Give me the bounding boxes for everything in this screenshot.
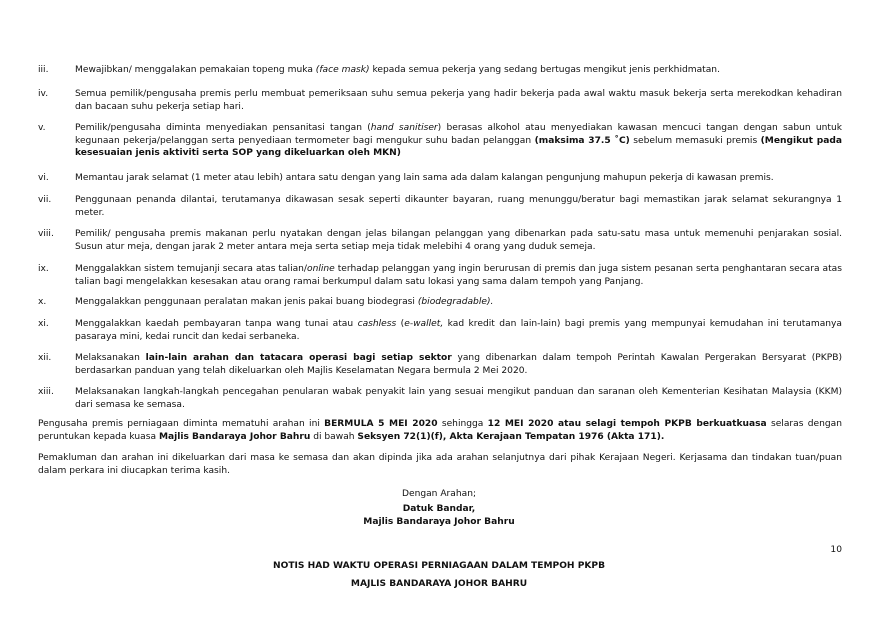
text-run: Pemilik/ pengusaha premis makanan perlu nyatakan dengan jelas bilangan pelanggan yang dibenarkan pada satu-satu masa untuk memenuhi penjarakan sosial. Susun atur meja, dengan jarak 2 meter antara meja serta setiap meja tidak melebihi 4 orang yang duduk semeja. — [75, 229, 842, 252]
item-number: vii. — [38, 195, 52, 205]
footer-title: NOTIS HAD WAKTU OPERASI PERNIAGAAN DALAM TEMPOH PKPB — [272, 561, 606, 571]
italic-text: (face mask) — [315, 65, 370, 75]
text-run: sehingga — [437, 419, 488, 429]
text-run: Pemakluman dan arahan ini dikeluarkan dari masa ke semasa dan akan dipinda jika ada arahan selanjutnya dari pihak Kerajaan Negeri. Kerjasama dan tindakan tuan/puan dalam perkara ini diucapkan terima kasih. — [38, 453, 842, 476]
text-run: ) berasas alkohol atau menyediakan kawasan mencuci tangan dengan sabun untuk kegunaan pekerja/pelanggan serta penyediaan termometer bagi mengukur suhu badan pelanggan — [75, 123, 842, 146]
item-number: x. — [38, 297, 47, 307]
item-number: v. — [38, 123, 46, 133]
text-run: kad kredit dan lain-lain) bagi premis yang mempunyai kemudahan ini terutamanya pasaraya mini, kedai runcit dan kedai serbaneka. — [75, 319, 842, 342]
list-item-v — [38, 122, 842, 160]
text-run: Pengusaha premis perniagaan diminta mematuhi arahan ini — [38, 419, 325, 429]
item-number: ix. — [38, 264, 49, 274]
text-run: Semua pemilik/pengusaha premis perlu membuat pemeriksaan suhu semua pekerja yang hadir bekerja pada awal waktu masuk bekerja serta merekodkan kehadiran dan bacaan suhu pekerja setiap hari. — [75, 89, 842, 112]
list-item-viii — [38, 228, 842, 253]
text-run: Penggunaan penanda dilantai, terutamanya dikawasan sesak seperti dikaunter bayaran, ruang menunggu/beratur bagi memastikan jarak selamat sekurangnya 1 meter. — [75, 195, 842, 218]
item-number: iv. — [38, 89, 49, 99]
list-item-xi — [38, 318, 842, 343]
list-item-vii — [38, 194, 842, 219]
text-run: yang dibenarkan dalam tempoh Perintah Kawalan Pergerakan Bersyarat (PKPB) berdasarkan panduan yang telah dikeluarkan oleh Majlis Keselamatan Negara bermula 2 Mei 2020. — [75, 353, 842, 376]
item-text — [75, 64, 842, 77]
italic-text: e-wallet, — [404, 319, 444, 329]
list-item-ix — [38, 263, 842, 288]
bold-text: Majlis Bandaraya Johor Bahru — [158, 431, 311, 442]
item-number: vi. — [38, 173, 49, 183]
italic-text: online — [307, 264, 335, 274]
closing-paragraph — [38, 452, 842, 477]
text-run: ( — [396, 319, 405, 329]
item-text — [75, 352, 842, 377]
list-item-iii — [38, 64, 842, 77]
text-run: di bawah — [310, 431, 358, 442]
text-run: Memantau jarak selamat (1 meter atau lebih) antara satu dengan yang lain sama ada dalam kalangan pengunjung mahupun pekerja di kawasan premis. — [75, 173, 774, 183]
text-run: terhadap pelanggan yang ingin berurusan di premis dan juga sistem pesanan serta penghantaran secara atas talian bagi mengelakkan kesesakan atau orang ramai berkumpul dalam satu lokasi yang sama dalam tempoh yang Panjang. — [75, 264, 842, 287]
bold-text: (Mengikut pada kesesuaian jenis aktiviti serta SOP yang dikeluarkan oleh MKN) — [75, 135, 842, 159]
italic-text: cashless — [357, 319, 397, 329]
footer-organization: MAJLIS BANDARAYA JOHOR BAHRU — [350, 579, 528, 589]
text-run: Mewajibkan/ menggalakan pemakaian topeng muka — [75, 65, 316, 75]
italic-text: hand sanitiser — [370, 123, 438, 133]
item-text — [75, 194, 842, 219]
list-item-x — [38, 296, 842, 309]
signature-title: Datuk Bandar, — [402, 504, 476, 514]
text-run: selaras dengan peruntukan kepada kuasa — [38, 419, 842, 442]
item-number: xi. — [38, 319, 49, 329]
text-run: kepada semua pekerja yang sedang bertugas mengikut jenis perkhidmatan. — [369, 65, 720, 75]
item-text — [75, 228, 842, 253]
bold-text: lain-lain arahan dan tatacara operasi bagi setiap sektor — [145, 353, 452, 363]
item-text — [75, 122, 842, 160]
list-item-vi — [38, 172, 842, 185]
item-text — [75, 263, 842, 288]
text-run: Melaksanakan — [75, 353, 146, 363]
bold-text: 12 MEI 2020 atau selagi tempoh PKPB berkuatkuasa — [487, 419, 767, 429]
text-run: Menggalakkan kaedah pembayaran tanpa wang tunai atau — [75, 319, 358, 329]
item-number: xiii. — [38, 387, 54, 397]
page-number: 10 — [830, 545, 842, 555]
item-number: viii. — [38, 229, 54, 239]
item-text — [75, 172, 842, 185]
item-number: xii. — [38, 353, 52, 363]
text-run: Melaksanakan langkah-langkah pencegahan penularan wabak penyakit lain yang sesuai mengikut panduan dan saranan oleh Kementerian Kesihatan Malaysia (KKM) dari semasa ke semasa. — [75, 387, 842, 410]
effective-date-paragraph — [38, 418, 842, 443]
list-item-iv — [38, 88, 842, 113]
list-item-xii — [38, 352, 842, 377]
bold-text: (maksima 37.5 ˚C) — [534, 135, 630, 146]
text-run: Menggalakkan sistem temujanji secara atas talian/ — [75, 264, 307, 274]
text-run: Menggalakkan penggunaan peralatan makan jenis pakai buang biodegrasi — [75, 297, 418, 307]
item-number: iii. — [38, 65, 49, 75]
text-run: Pemilik/pengusaha diminta menyediakan pensanitasi tangan ( — [75, 123, 371, 133]
italic-text: (biodegradable). — [417, 297, 494, 307]
list-item-xiii — [38, 386, 842, 411]
bold-text: Seksyen 72(1)(f), Akta Kerajaan Tempatan 1976 (Akta 171). — [357, 431, 665, 442]
item-text — [75, 318, 842, 343]
text-run: sebelum memasuki premis — [629, 135, 761, 146]
signature-organization: Majlis Bandaraya Johor Bahru — [363, 517, 515, 527]
item-text — [75, 386, 842, 411]
signature-salutation: Dengan Arahan; — [401, 489, 477, 499]
item-text — [75, 88, 842, 113]
item-text — [75, 296, 842, 309]
bold-text: BERMULA 5 MEI 2020 — [324, 419, 438, 429]
